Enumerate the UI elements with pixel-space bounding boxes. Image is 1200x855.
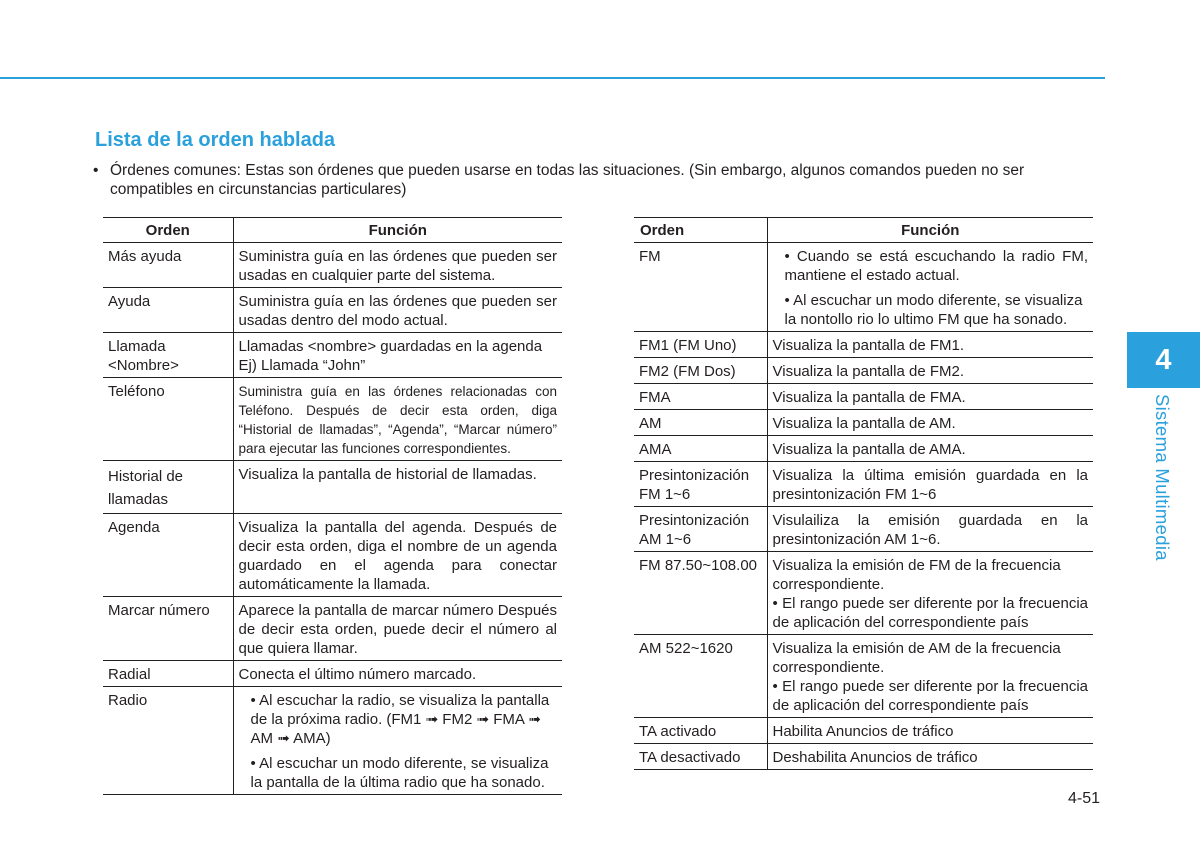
funcion-cell: Suministra guía en las órdenes relacionadas con Teléfono. Después de decir esta orden, diga “Historial de llamadas”, “Agenda”, “Marcar número” para ejecutar las funciones correspondientes. [233,378,562,461]
bullet-icon: • [93,162,99,179]
orden-cell: FM 87.50~108.00 [634,552,767,635]
orden-cell: Más ayuda [103,243,233,288]
table-row [634,718,1093,744]
funcion-cell: Aparece la pantalla de marcar número Después de decir esta orden, puede decir el número al que quiera llamar. [233,597,562,661]
funcion-cell: Suministra guía en las órdenes que pueden ser usadas dentro del modo actual. [233,288,562,333]
column-header-orden: Orden [103,218,233,243]
orden-cell: Teléfono [103,378,233,461]
table-header-row [103,218,562,243]
funcion-cell: Deshabilita Anuncios de tráfico [767,744,1093,770]
funcion-cell: Visualiza la última emisión guardada en la presintonización FM 1~6 [767,462,1093,507]
funcion-cell: Habilita Anuncios de tráfico [767,718,1093,744]
table-row [634,744,1093,770]
orden-cell: Radio [103,687,233,795]
orden-cell: TA desactivado [634,744,767,770]
funcion-cell: Visualiza la pantalla de FM1. [767,332,1093,358]
funcion-text: Visualiza la emisión de FM de la frecuencia correspondiente. [772,557,1061,593]
funcion-cell: Visualiza la pantalla del agenda. Después de decir esta orden, diga el nombre de un agenda guardado en el agenda para conectar automáticamente la llamada. [233,514,562,597]
table-row [103,461,562,514]
orden-cell: AM [634,410,767,436]
intro-text: Órdenes comunes: Estas son órdenes que pueden usarse en todas las situaciones. (Sin embargo, algunos comandos pueden no ser compatibles en circunstancias particulares) [110,162,1025,198]
funcion-cell: Visulailiza la emisión guardada en la presintonización AM 1~6. [767,507,1093,552]
table-row [634,436,1093,462]
table-row [634,410,1093,436]
intro-bullet-item [93,161,1108,199]
funcion-text: Visualiza la emisión de AM de la frecuencia correspondiente. [772,640,1061,676]
table-row [634,358,1093,384]
table-row [103,597,562,661]
funcion-cell [767,635,1093,718]
column-header-funcion: Función [767,218,1093,243]
table-row [103,687,562,795]
top-rule [0,77,1105,79]
funcion-cell [233,687,562,795]
chapter-name: Sistema Multimedia [1152,394,1173,561]
table-row [634,635,1093,718]
table-header-row [634,218,1093,243]
orden-cell: Presintonización FM 1~6 [634,462,767,507]
funcion-cell [767,552,1093,635]
bullet-item: • Cuando se está escuchando la radio FM, mantiene el estado actual. [784,248,1088,284]
orden-cell: Marcar número [103,597,233,661]
orden-cell: FM [634,243,767,332]
bullet-item: • Al escuchar un modo diferente, se visualiza la pantalla de la última radio que ha sonado. [250,755,549,791]
orden-cell: FM1 (FM Uno) [634,332,767,358]
column-header-funcion: Función [233,218,562,243]
bullet-item: • Al escuchar la radio, se visualiza la pantalla de la próxima radio. (FM1 ➟ FM2 ➟ FMA ➟ AM ➟ AMA) [250,692,550,747]
table-row [103,333,562,378]
orden-cell: FMA [634,384,767,410]
orden-cell: Agenda [103,514,233,597]
table-row [103,243,562,288]
orden-cell: Radial [103,661,233,687]
chapter-tab: 4 [1127,332,1200,388]
commands-table-right [634,217,1093,770]
orden-cell: Ayuda [103,288,233,333]
page-number: 4-51 [1068,790,1101,807]
funcion-cell: Visualiza la pantalla de FM2. [767,358,1093,384]
table-row [103,661,562,687]
table-row [103,288,562,333]
table-row [634,462,1093,507]
funcion-cell: Llamadas <nombre> guardadas en la agenda Ej) Llamada “John” [233,333,562,378]
funcion-cell: Suministra guía en las órdenes que pueden ser usadas en cualquier parte del sistema. [233,243,562,288]
table-row [634,507,1093,552]
table-row [103,378,562,461]
orden-cell: Presintonización AM 1~6 [634,507,767,552]
orden-cell: Llamada <Nombre> [103,333,233,378]
funcion-cell: Visualiza la pantalla de AM. [767,410,1093,436]
note-text: • El rango puede ser diferente por la frecuencia de aplicación del correspondiente país [772,678,1088,714]
table-row [634,552,1093,635]
table-row [634,384,1093,410]
orden-cell: AMA [634,436,767,462]
funcion-cell [767,243,1093,332]
funcion-cell: Visualiza la pantalla de AMA. [767,436,1093,462]
note-text: • El rango puede ser diferente por la frecuencia de aplicación del correspondiente país [772,595,1088,631]
funcion-cell: Visualiza la pantalla de historial de llamadas. [233,461,562,514]
funcion-cell: Visualiza la pantalla de FMA. [767,384,1093,410]
funcion-cell: Conecta el último número marcado. [233,661,562,687]
table-row [634,332,1093,358]
orden-cell: Historial de llamadas [103,461,233,514]
table-row [634,243,1093,332]
column-header-orden: Orden [634,218,767,243]
section-title: Lista de la orden hablada [95,129,336,151]
orden-cell: AM 522~1620 [634,635,767,718]
table-row [103,514,562,597]
bullet-item: • Al escuchar un modo diferente, se visualiza la nontollo rio lo ultimo FM que ha sonado. [784,292,1083,328]
orden-cell: TA activado [634,718,767,744]
orden-cell: FM2 (FM Dos) [634,358,767,384]
commands-table-left [103,217,562,795]
